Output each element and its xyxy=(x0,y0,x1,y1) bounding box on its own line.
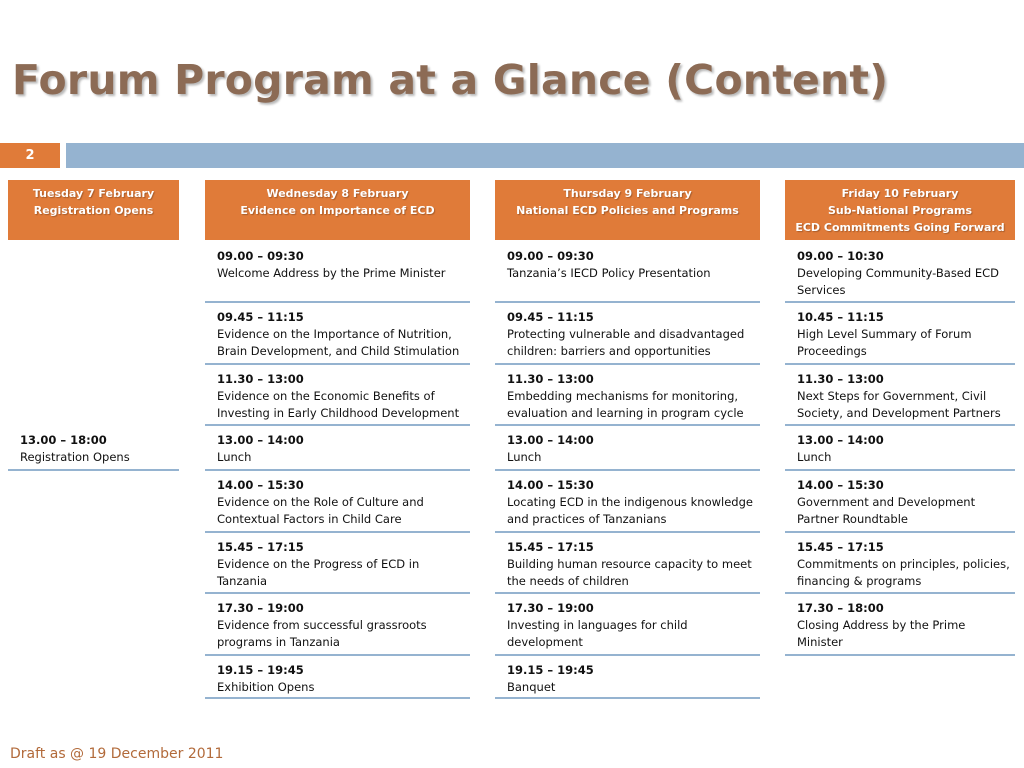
slide-title: Forum Program at a Glance (Content) xyxy=(12,56,889,104)
session-divider xyxy=(205,592,470,594)
session-item xyxy=(495,600,760,651)
session-divider xyxy=(205,301,470,303)
session-time: 09.00 – 10:30 xyxy=(797,249,884,263)
session-description: Services xyxy=(797,283,846,297)
day-header-line: National ECD Policies and Programs xyxy=(516,204,739,217)
day-header xyxy=(205,180,470,240)
session-divider xyxy=(205,469,470,471)
session-description: Welcome Address by the Prime Minister xyxy=(217,266,446,280)
session-item xyxy=(205,600,470,651)
session-description: evaluation and learning in program cycle xyxy=(507,406,744,420)
session-divider xyxy=(785,363,1015,365)
day-column xyxy=(8,180,179,710)
session-item xyxy=(205,662,470,696)
session-description: Evidence from successful grassroots xyxy=(217,618,427,632)
session-description: development xyxy=(507,635,583,649)
session-description: Lunch xyxy=(507,450,542,464)
session-item xyxy=(205,371,470,422)
session-item xyxy=(495,309,760,360)
session-time: 14.00 – 15:30 xyxy=(507,478,594,492)
session-description: Banquet xyxy=(507,680,556,694)
session-description: Contextual Factors in Child Care xyxy=(217,512,402,526)
session-item xyxy=(495,248,760,282)
session-divider xyxy=(495,697,760,699)
day-header xyxy=(8,180,179,240)
session-item xyxy=(495,477,760,528)
session-description: Brain Development, and Child Stimulation xyxy=(217,344,460,358)
session-time: 15.45 – 17:15 xyxy=(797,540,884,554)
session-time: 14.00 – 15:30 xyxy=(797,478,884,492)
session-description: Next Steps for Government, Civil xyxy=(797,389,987,403)
session-divider xyxy=(495,301,760,303)
session-divider xyxy=(495,531,760,533)
session-divider xyxy=(785,531,1015,533)
session-time: 13.00 – 14:00 xyxy=(217,433,304,447)
session-divider xyxy=(785,424,1015,426)
session-description: Registration Opens xyxy=(20,450,130,464)
session-description: Locating ECD in the indigenous knowledge xyxy=(507,495,753,509)
session-time: 19.15 – 19:45 xyxy=(217,663,304,677)
session-description: Lunch xyxy=(217,450,252,464)
session-divider xyxy=(495,424,760,426)
session-description: children: barriers and opportunities xyxy=(507,344,711,358)
session-time: 11.30 – 13:00 xyxy=(217,372,304,386)
session-item xyxy=(205,539,470,590)
session-description: Investing in languages for child xyxy=(507,618,688,632)
session-divider xyxy=(205,424,470,426)
session-description: Lunch xyxy=(797,450,832,464)
session-item xyxy=(785,371,1015,422)
day-column xyxy=(785,180,1015,710)
session-description: Tanzania’s IECD Policy Presentation xyxy=(507,266,711,280)
session-divider xyxy=(205,654,470,656)
session-divider xyxy=(8,469,179,471)
session-item xyxy=(785,248,1015,299)
draft-footer: Draft as @ 19 December 2011 xyxy=(10,746,224,762)
session-time: 13.00 – 18:00 xyxy=(20,433,107,447)
session-time: 09.00 – 09:30 xyxy=(507,249,594,263)
session-time: 15.45 – 17:15 xyxy=(217,540,304,554)
session-divider xyxy=(495,654,760,656)
session-item xyxy=(785,539,1015,590)
day-column xyxy=(205,180,470,710)
session-time: 19.15 – 19:45 xyxy=(507,663,594,677)
session-time: 09.45 – 11:15 xyxy=(217,310,304,324)
session-description: the needs of children xyxy=(507,574,629,588)
session-description: Society, and Development Partners xyxy=(797,406,1001,420)
session-description: Investing in Early Childhood Development xyxy=(217,406,460,420)
session-description: Proceedings xyxy=(797,344,867,358)
session-description: High Level Summary of Forum xyxy=(797,327,972,341)
day-header-line: Registration Opens xyxy=(33,204,154,217)
day-header xyxy=(785,180,1015,240)
session-time: 14.00 – 15:30 xyxy=(217,478,304,492)
session-time: 09.00 – 09:30 xyxy=(217,249,304,263)
session-time: 13.00 – 14:00 xyxy=(797,433,884,447)
day-header-line: Tuesday 7 February xyxy=(32,187,155,200)
session-item xyxy=(785,309,1015,360)
day-header-line: Friday 10 February xyxy=(841,187,959,200)
session-description: Embedding mechanisms for monitoring, xyxy=(507,389,739,403)
day-header-line: Evidence on Importance of ECD xyxy=(240,204,435,217)
session-description: Tanzania xyxy=(217,574,268,588)
session-divider xyxy=(495,363,760,365)
session-item xyxy=(785,477,1015,528)
session-divider xyxy=(205,363,470,365)
session-description: Evidence on the Progress of ECD in xyxy=(217,557,420,571)
session-divider xyxy=(205,531,470,533)
session-item xyxy=(205,432,470,466)
session-item xyxy=(495,432,760,466)
session-time: 11.30 – 13:00 xyxy=(797,372,884,386)
session-divider xyxy=(785,301,1015,303)
session-time: 11.30 – 13:00 xyxy=(507,372,594,386)
session-time: 17.30 – 19:00 xyxy=(507,601,594,615)
day-header-line: Wednesday 8 February xyxy=(266,187,409,200)
slide-number: 2 xyxy=(0,143,60,168)
session-time: 10.45 – 11:15 xyxy=(797,310,884,324)
session-divider xyxy=(205,697,470,699)
day-header-line: ECD Commitments Going Forward xyxy=(795,221,1005,234)
day-column xyxy=(495,180,760,710)
session-time: 17.30 – 19:00 xyxy=(217,601,304,615)
session-divider xyxy=(785,654,1015,656)
session-description: Exhibition Opens xyxy=(217,680,315,694)
session-item xyxy=(8,432,179,466)
session-item xyxy=(205,477,470,528)
day-header-line: Sub-National Programs xyxy=(827,204,973,217)
session-description: Partner Roundtable xyxy=(797,512,908,526)
session-description: Government and Development xyxy=(797,495,976,509)
session-description: Evidence on the Importance of Nutrition, xyxy=(217,327,452,341)
session-description: Building human resource capacity to meet xyxy=(507,557,752,571)
session-description: programs in Tanzania xyxy=(217,635,340,649)
session-time: 09.45 – 11:15 xyxy=(507,310,594,324)
session-divider xyxy=(495,469,760,471)
session-divider xyxy=(785,592,1015,594)
session-description: Developing Community-Based ECD xyxy=(797,266,999,280)
session-time: 17.30 – 18:00 xyxy=(797,601,884,615)
header-accent-bar xyxy=(66,143,1024,168)
session-item xyxy=(785,432,1015,466)
day-header xyxy=(495,180,760,240)
day-header-line: Thursday 9 February xyxy=(563,187,692,200)
session-item xyxy=(205,248,470,282)
session-description: Protecting vulnerable and disadvantaged xyxy=(507,327,745,341)
session-time: 15.45 – 17:15 xyxy=(507,540,594,554)
session-description: Commitments on principles, policies, xyxy=(797,557,1010,571)
session-description: Evidence on the Role of Culture and xyxy=(217,495,424,509)
session-time: 13.00 – 14:00 xyxy=(507,433,594,447)
session-description: financing & programs xyxy=(797,574,922,588)
session-item xyxy=(495,662,760,696)
session-item xyxy=(495,371,760,422)
session-divider xyxy=(495,592,760,594)
session-description: Minister xyxy=(797,635,843,649)
session-description: Evidence on the Economic Benefits of xyxy=(217,389,435,403)
session-description: and practices of Tanzanians xyxy=(507,512,667,526)
session-item xyxy=(205,309,470,360)
session-item xyxy=(785,600,1015,651)
session-item xyxy=(495,539,760,590)
session-description: Closing Address by the Prime xyxy=(797,618,966,632)
session-divider xyxy=(785,469,1015,471)
